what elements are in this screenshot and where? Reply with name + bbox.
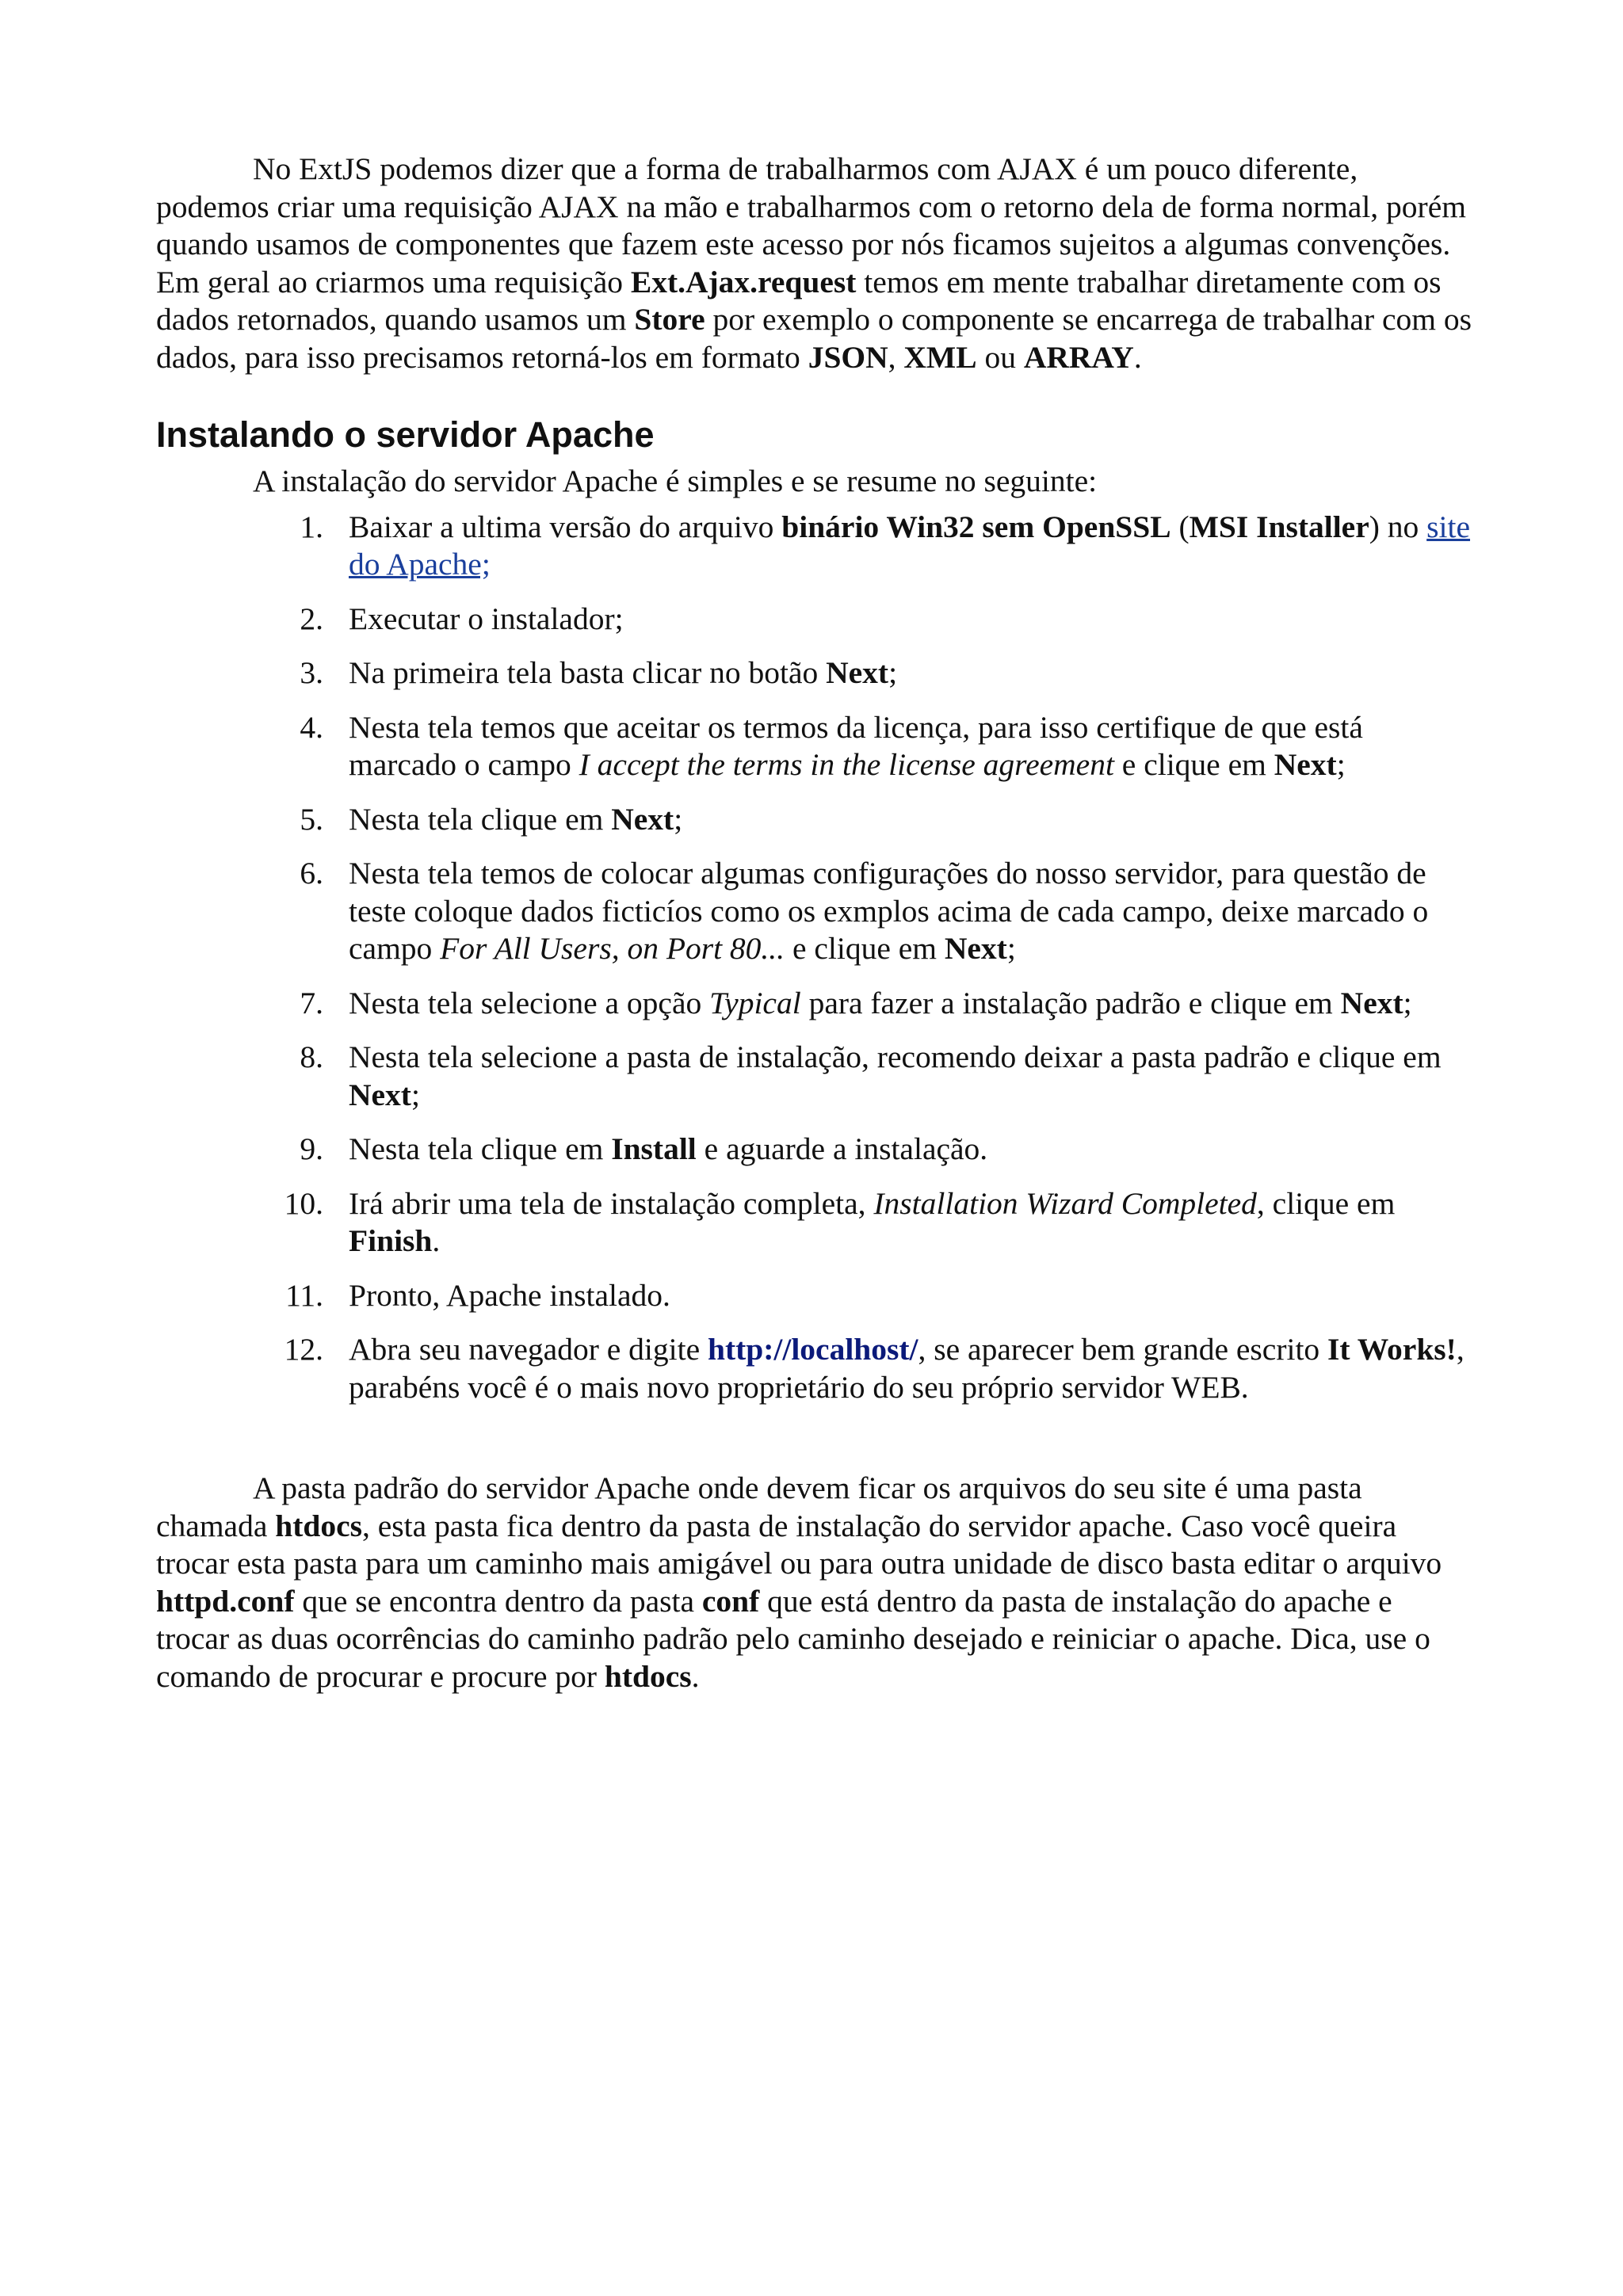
list-item: 6. Nesta tela temos de colocar algumas configurações do nosso servidor, para questão de teste coloque dados ficticíos como os exmplos acima de cada campo, deixe marcado o campo For All Users, on Port 80... e clique em Next;: [300, 856, 1429, 966]
section-heading: Instalando o servidor Apache: [156, 414, 655, 455]
intro-paragraph: No ExtJS podemos dizer que a forma de trabalharmos com AJAX é um pouco diferente, podemos criar uma requisição AJAX na mão e trabalharmos com o retorno dela de forma normal, porém quando usamos de componentes que fazem este acesso por nós ficamos sujeitos a algumas convenções. Em geral ao criarmos uma requisição Ext.Ajax.request temos em mente trabalhar diretamente com os dados retornados, quando usamos um Store por exemplo o componente se encarrega de trabalhar com os dados, para isso precisamos retorná-los em formato JSON, XML ou ARRAY.: [156, 151, 1472, 375]
document-page: [156, 151, 1472, 1695]
closing-paragraph: A pasta padrão do servidor Apache onde devem ficar os arquivos do seu site é uma pasta chamada htdocs, esta pasta fica dentro da pasta de instalação do servidor apache. Caso você queira trocar esta pasta para um caminho mais amigável ou para outra unidade de disco basta editar o arquivo httpd.conf que se encontra dentro da pasta conf que está dentro da pasta de instalação do apache e trocar as duas ocorrências do caminho padrão pelo caminho desejado e reiniciar o apache. Dica, use o comando de procurar e procure por htdocs.: [156, 1470, 1442, 1694]
list-item: 7. Nesta tela selecione a opção Typical para fazer a instalação padrão e clique em Next;: [300, 985, 1412, 1020]
list-item: 8. Nesta tela selecione a pasta de instalação, recomendo deixar a pasta padrão e clique em Next;: [300, 1039, 1442, 1112]
apache-site-link[interactable]: site do Apache;: [349, 509, 1471, 582]
list-item: 4. Nesta tela temos que aceitar os termos da licença, para isso certifique de que está marcado o campo I accept the terms in the license agreement e clique em Next;: [300, 709, 1363, 782]
list-item: 9. Nesta tela clique em Install e aguarde a instalação.: [300, 1131, 988, 1166]
list-item: 10. Irá abrir uma tela de instalação completa, Installation Wizard Completed, clique em Finish.: [284, 1185, 1396, 1258]
section-lead: A instalação do servidor Apache é simples e se resume no seguinte:: [253, 463, 1098, 498]
spacer: [156, 1423, 1472, 1470]
list-item: 1. Baixar a ultima versão do arquivo binário Win32 sem OpenSSL (MSI Installer) no site do Apache;: [300, 509, 1471, 582]
list-item: 11. Pronto, Apache instalado.: [285, 1277, 670, 1313]
install-steps-list: [156, 509, 1472, 1407]
list-item: 2. Executar o instalador;: [300, 601, 624, 636]
list-item: 3. Na primeira tela basta clicar no botão Next;: [300, 655, 898, 690]
list-item: 5. Nesta tela clique em Next;: [300, 801, 683, 837]
localhost-url[interactable]: http://localhost/: [707, 1332, 918, 1367]
list-item: 12. Abra seu navegador e digite http://localhost/, se aparecer bem grande escrito It Works!, parabéns você é o mais novo proprietário do seu próprio servidor WEB.: [284, 1332, 1465, 1405]
